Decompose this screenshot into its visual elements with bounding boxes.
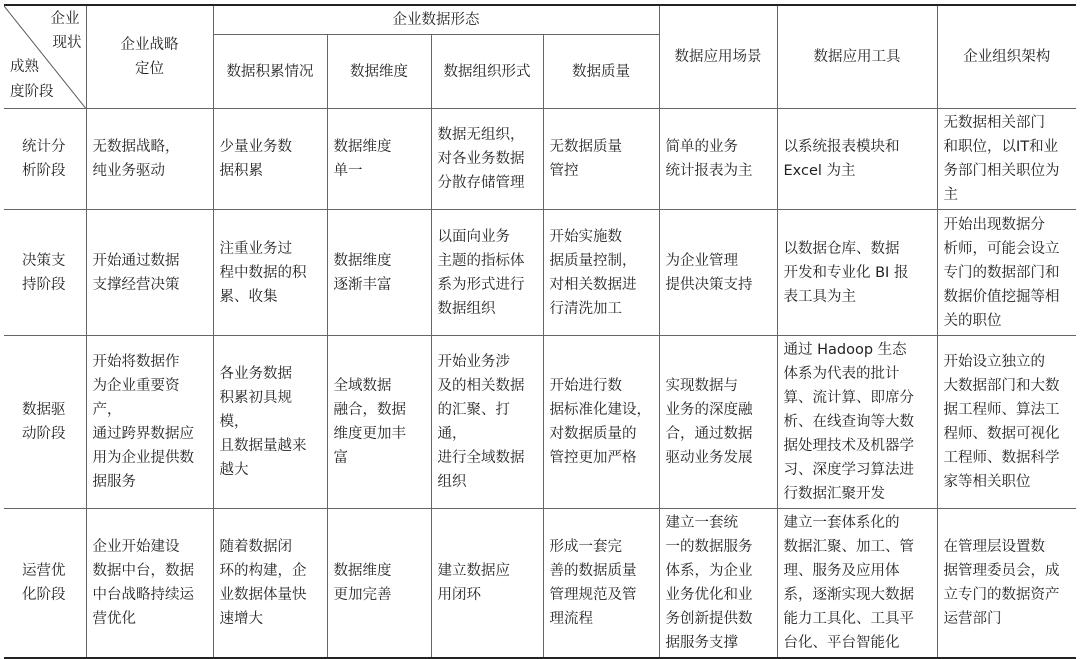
organization-cell: 建立数据应 用闭环 — [431, 509, 543, 659]
quality-cell: 开始进行数 据标准化建设， 对数据质量的 管控更加严格 — [543, 336, 659, 509]
header-data-quality: 数据质量 — [543, 35, 659, 109]
org-cell: 开始设立独立的 大数据部门和大数 据工程师、算法工 程师、数据可视化 工程师、数据科学 家等相关职位 — [937, 336, 1076, 509]
accumulation-cell: 各业务数据 积累初具规模， 且数据量越来 越大 — [213, 336, 327, 509]
quality-cell: 无数据质量 管控 — [543, 109, 659, 210]
tools-cell: 以数据仓库、数据 开发和专业化 BI 报 表工具为主 — [777, 210, 937, 336]
table-row — [4, 336, 1076, 509]
scenario-cell: 简单的业务 统计报表为主 — [659, 109, 777, 210]
corner-top-label-2: 现状 — [52, 35, 82, 51]
header-app-scenario: 数据应用场景 — [659, 5, 777, 109]
corner-top-label-1: 企业 — [50, 11, 80, 27]
table-row — [4, 509, 1076, 659]
stage-cell: 决策支 持阶段 — [4, 210, 86, 336]
accumulation-cell: 少量业务数 据积累 — [213, 109, 327, 210]
scenario-cell: 实现数据与 业务的深度融 合，通过数据 驱动业务发展 — [659, 336, 777, 509]
header-data-accumulation: 数据积累情况 — [213, 35, 327, 109]
organization-cell: 以面向业务 主题的指标体 系为形式进行 数据组织 — [431, 210, 543, 336]
accumulation-cell: 注重业务过 程中数据的积 累、收集 — [213, 210, 327, 336]
organization-cell: 开始业务涉 及的相关数据 的汇聚、打通， 进行全域数据 组织 — [431, 336, 543, 509]
header-app-tools: 数据应用工具 — [777, 5, 937, 109]
corner-bottom-label-1: 成熟 — [10, 59, 39, 75]
strategy-cell: 开始将数据作 为企业重要资产， 通过跨界数据应 用为企业提供数 据服务 — [86, 336, 213, 509]
accumulation-cell: 随着数据闭 环的构建，企 业数据体量快 速增大 — [213, 509, 327, 659]
dimension-cell: 全域数据 融合，数据 维度更加丰 富 — [327, 336, 431, 509]
strategy-cell: 企业开始建设 数据中台，数据 中台战略持续运 营优化 — [86, 509, 213, 659]
stage-cell: 数据驱 动阶段 — [4, 336, 86, 509]
header-data-dimension: 数据维度 — [327, 35, 431, 109]
header-data-organization: 数据组织形式 — [431, 35, 543, 109]
tools-cell: 以系统报表模块和 Excel 为主 — [777, 109, 937, 210]
header-org-structure: 企业组织架构 — [937, 5, 1076, 109]
maturity-table — [4, 4, 1076, 659]
corner-header — [4, 5, 86, 109]
org-cell: 开始出现数据分 析师，可能会设立 专门的数据部门和 数据价值挖掘等相 关的职位 — [937, 210, 1076, 336]
quality-cell: 形成一套完 善的数据质量 管理规范及管 理流程 — [543, 509, 659, 659]
organization-cell: 数据无组织， 对各业务数据 分散存储管理 — [431, 109, 543, 210]
dimension-cell: 数据维度 逐渐丰富 — [327, 210, 431, 336]
stage-cell: 统计分 析阶段 — [4, 109, 86, 210]
dimension-cell: 数据维度 更加完善 — [327, 509, 431, 659]
tools-cell: 建立一套体系化的 数据汇聚、加工、管 理、服务及应用体 系，逐渐实现大数据 能力工具化、工具平 台化、平台智能化 — [777, 509, 937, 659]
strategy-cell: 无数据战略， 纯业务驱动 — [86, 109, 213, 210]
scenario-cell: 建立一套统 一的数据服务 体系，为企业 业务优化和业 务创新提供数 据服务支撑 — [659, 509, 777, 659]
corner-bottom-label-2: 度阶段 — [10, 84, 54, 100]
header-strategy: 企业战略 定位 — [86, 5, 213, 109]
org-cell: 无数据相关部门 和职位，以IT和业 务部门相关职位为主 — [937, 109, 1076, 210]
scenario-cell: 为企业管理 提供决策支持 — [659, 210, 777, 336]
table-row — [4, 109, 1076, 210]
tools-cell: 通过 Hadoop 生态 体系为代表的批计 算、流计算、即席分 析、在线查询等大数 据处理技术及机器学 习、深度学习算法进 行数据汇聚开发 — [777, 336, 937, 509]
header-data-form-group: 企业数据形态 — [213, 5, 659, 35]
org-cell: 在管理层设置数 据管理委员会，成 立专门的数据资产 运营部门 — [937, 509, 1076, 659]
quality-cell: 开始实施数 据质量控制， 对相关数据进 行清洗加工 — [543, 210, 659, 336]
stage-cell: 运营优 化阶段 — [4, 509, 86, 659]
dimension-cell: 数据维度 单一 — [327, 109, 431, 210]
table-row — [4, 210, 1076, 336]
strategy-cell: 开始通过数据 支撑经营决策 — [86, 210, 213, 336]
